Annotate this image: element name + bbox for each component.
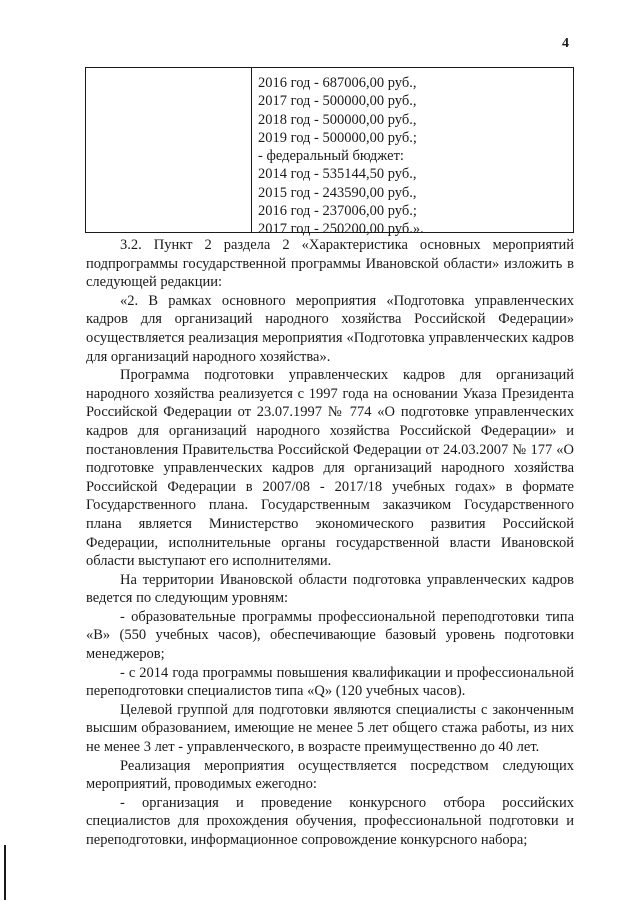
paragraph-implementation: Реализация мероприятия осуществляется посредством следующих мероприятий, проводимых ежегодно: (86, 757, 574, 793)
table-line: 2019 год - 500000,00 руб.; (258, 129, 417, 146)
margin-line (4, 845, 6, 900)
table-right-cell (252, 68, 573, 238)
document-body (86, 236, 574, 850)
table-line: 2016 год - 237006,00 руб.; (258, 203, 417, 220)
paragraph-item-3-2: 3.2. Пункт 2 раздела 2 «Характеристика основных мероприятий подпрограммы государственной программы Ивановской области» изложить в следующей редакции: (86, 237, 574, 291)
page-number: 4 (562, 36, 569, 51)
table-line: 2017 год - 250200,00 руб.». (258, 221, 424, 238)
paragraph-competition: - организация и проведение конкурсного отбора российских специалистов для прохождения обучения, профессиональной подготовки и переподготовки, информационное сопровождение конкурсного набора; (86, 794, 574, 848)
paragraph-quoted-section-2: «2. В рамках основного мероприятия «Подготовка управленческих кадров для организаций народного хозяйства Российской Федерации» осуществляется реализация мероприятия «Подготовка управленческих кадров для организаций народного хозяйства». (86, 292, 574, 365)
table-line: 2017 год - 500000,00 руб., (258, 93, 417, 110)
table-line: - федеральный бюджет: (258, 148, 404, 165)
paragraph-training-levels: На территории Ивановской области подготовка управленческих кадров ведется по следующим уровням: (86, 571, 574, 607)
table-left-cell (86, 68, 252, 232)
table-line: 2015 год - 243590,00 руб., (258, 184, 417, 201)
paragraph-program-basis: Программа подготовки управленческих кадров для организаций народного хозяйства реализуется с 1997 года на основании Указа Президента Российской Федерации от 23.07.1997 № 774 «О подготовке управленческих кадров для организаций народного хозяйства Российской Федерации» и постановления Правительства Российской Федерации от 24.03.2007 № 177 «О подготовке управленческих кадров для организаций народного хозяйства Российской Федерации в 2007/08 - 2017/18 учебных годах» в формате Государственного плана. Государственным заказчиком Государственного плана является Министерство экономического развития Российской Федерации, исполнительные органы государственной власти Ивановской области выступают его исполнителями. (86, 367, 574, 570)
paragraph-target-group: Целевой группой для подготовки являются специалисты с законченным высшим образованием, имеющие не менее 5 лет общего стажа работы, из них не менее 3 лет - управленческого, в возрасте преимущественно до 40 лет. (86, 701, 574, 756)
table-line: 2016 год - 687006,00 руб., (258, 75, 417, 91)
paragraph-type-q: - с 2014 года программы повышения квалификации и профессиональной переподготовки специалистов типа «Q» (120 учебных часов). (86, 664, 574, 700)
table-line: 2014 год - 535144,50 руб., (258, 166, 417, 183)
table-line: 2018 год - 500000,00 руб., (258, 111, 417, 128)
paragraph-type-b: - образовательные программы профессиональной переподготовки типа «В» (550 учебных часов), обеспечивающие базовый уровень подготовки менеджеров; (86, 608, 574, 663)
budget-table (85, 67, 574, 238)
